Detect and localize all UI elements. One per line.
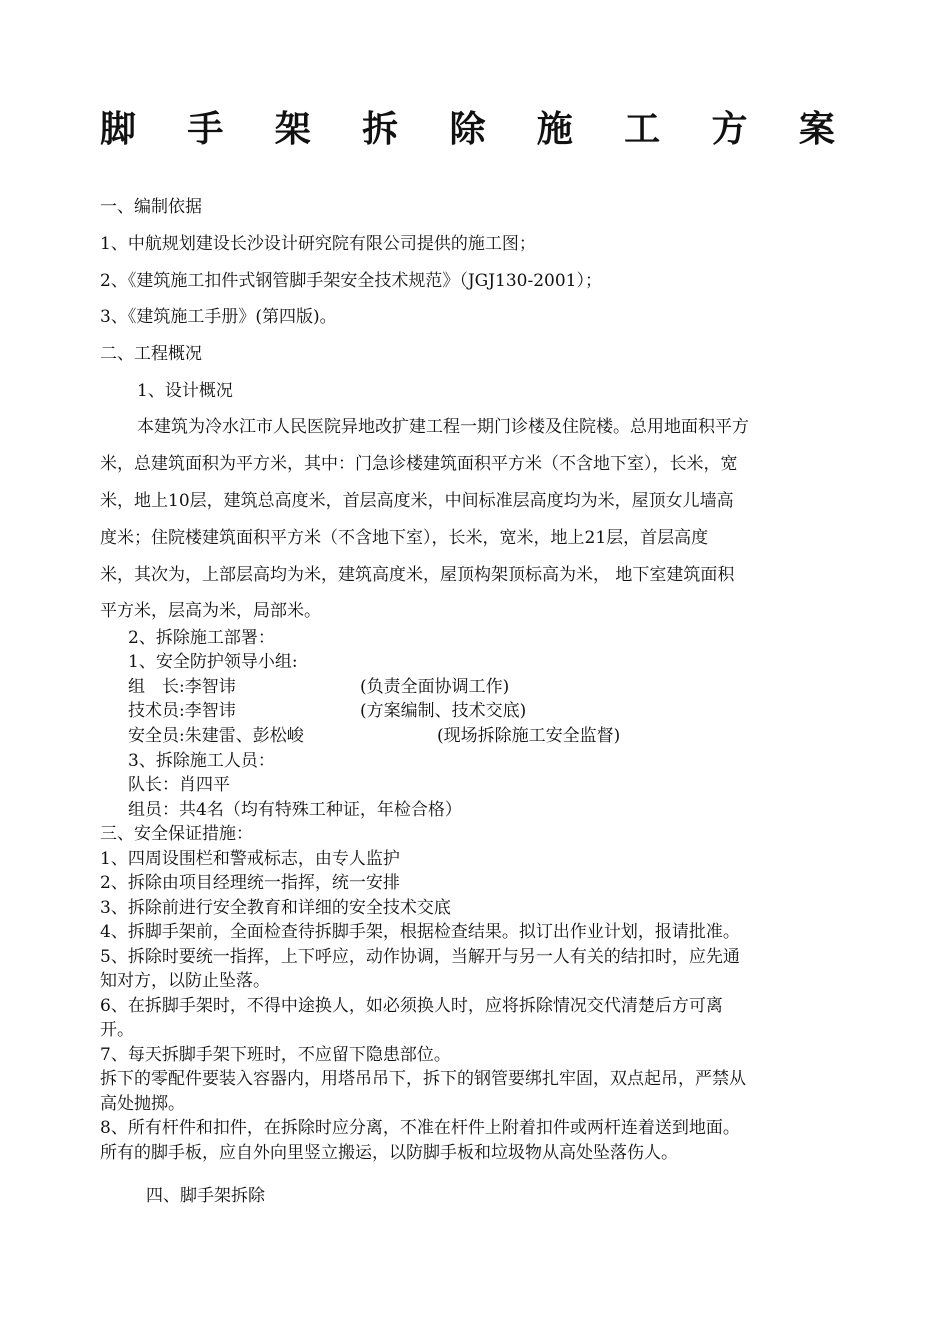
title-char: 施 xyxy=(536,109,573,150)
subheading-safety-team: 1、安全防护领导小组: xyxy=(128,652,298,672)
safety-item: 6、在拆脚手架时，不得中途换人，如必须换人时，应将拆除情况交代清楚后方可离 xyxy=(100,996,723,1016)
section-heading-safety: 三、安全保证措施： xyxy=(100,824,253,844)
title-char: 手 xyxy=(187,109,224,150)
section-heading-basis: 一、编制依据 xyxy=(100,197,202,217)
safety-item: 知对方，以防止坠落。 xyxy=(100,971,270,991)
paragraph-line: 度米；住院楼建筑面积平方米（不含地下室），长米，宽米，地上21层，首层高度 xyxy=(100,528,709,548)
section-heading-dismantle: 四、脚手架拆除 xyxy=(146,1186,265,1206)
basis-item: 1、中航规划建设长沙设计研究院有限公司提供的施工图； xyxy=(100,234,536,254)
staff-duty: (负责全面协调工作) xyxy=(360,677,510,697)
basis-item: 3、《建筑施工手册》(第四版)。 xyxy=(100,307,337,327)
title-char: 架 xyxy=(274,109,311,150)
title-char: 工 xyxy=(624,109,661,150)
team-members: 组员：共4名（均有特殊工种证，年检合格） xyxy=(128,800,462,820)
safety-item: 所有的脚手板，应自外向里竖立搬运，以防脚手板和垃圾物从高处坠落伤人。 xyxy=(100,1143,678,1163)
subheading-workers: 3、拆除施工人员： xyxy=(128,751,275,771)
staff-role: 组 长:李智讳 xyxy=(128,677,236,697)
staff-role: 技术员:李智讳 xyxy=(128,701,236,721)
safety-item: 高处抛掷。 xyxy=(100,1094,185,1114)
safety-item: 4、拆脚手架前，全面检查待拆脚手架，根据检查结果。拟订出作业计划，报请批准。 xyxy=(100,922,740,942)
safety-item: 3、拆除前进行安全教育和详细的安全技术交底 xyxy=(100,898,451,918)
title-char: 方 xyxy=(711,109,748,150)
safety-item: 8、所有杆件和扣件，在拆除时应分离，不准在杆件上附着扣件或两杆连着送到地面。 xyxy=(100,1118,740,1138)
staff-duty: (现场拆除施工安全监督) xyxy=(437,726,621,746)
paragraph-line: 平方米，层高为米，局部米。 xyxy=(100,601,321,621)
team-leader: 队长：肖四平 xyxy=(128,775,230,795)
title-char: 除 xyxy=(449,109,486,150)
title-char: 案 xyxy=(798,109,835,150)
section-heading-overview: 二、工程概况 xyxy=(100,344,202,364)
basis-item: 2、《建筑施工扣件式钢管脚手架安全技术规范》（JGJ130-2001）； xyxy=(100,271,602,291)
document-title xyxy=(100,108,835,152)
paragraph-line: 米，总建筑面积为平方米，其中：门急诊楼建筑面积平方米（不含地下室），长米，宽 xyxy=(100,454,738,474)
safety-item: 7、每天拆脚手架下班时，不应留下隐患部位。 xyxy=(100,1045,451,1065)
safety-item: 2、拆除由项目经理统一指挥，统一安排 xyxy=(100,873,400,893)
title-char: 脚 xyxy=(100,109,137,150)
title-char: 拆 xyxy=(362,109,399,150)
staff-duty: (方案编制、技术交底) xyxy=(360,701,527,721)
paragraph-line: 本建筑为冷水江市人民医院异地改扩建工程一期门诊楼及住院楼。总用地面积平方 xyxy=(137,417,749,437)
subheading-design: 1、设计概况 xyxy=(137,381,233,401)
safety-item: 5、拆除时要统一指挥，上下呼应，动作协调，当解开与另一人有关的结扣时，应先通 xyxy=(100,947,740,967)
paragraph-line: 米，其次为，上部层高均为米，建筑高度米，屋顶构架顶标高为米， 地下室建筑面积 xyxy=(100,565,735,585)
safety-item: 拆下的零配件要装入容器内，用塔吊吊下，拆下的钢管要绑扎牢固，双点起吊，严禁从 xyxy=(100,1069,746,1089)
safety-item: 开。 xyxy=(100,1020,134,1040)
staff-role: 安全员:朱建雷、彭松峻 xyxy=(128,726,304,746)
subheading-deployment: 2、拆除施工部署： xyxy=(128,628,275,648)
safety-item: 1、四周设围栏和警戒标志，由专人监护 xyxy=(100,849,400,869)
paragraph-line: 米，地上10层，建筑总高度米，首层高度米，中间标准层高度均为米，屋顶女儿墙高 xyxy=(100,491,734,511)
